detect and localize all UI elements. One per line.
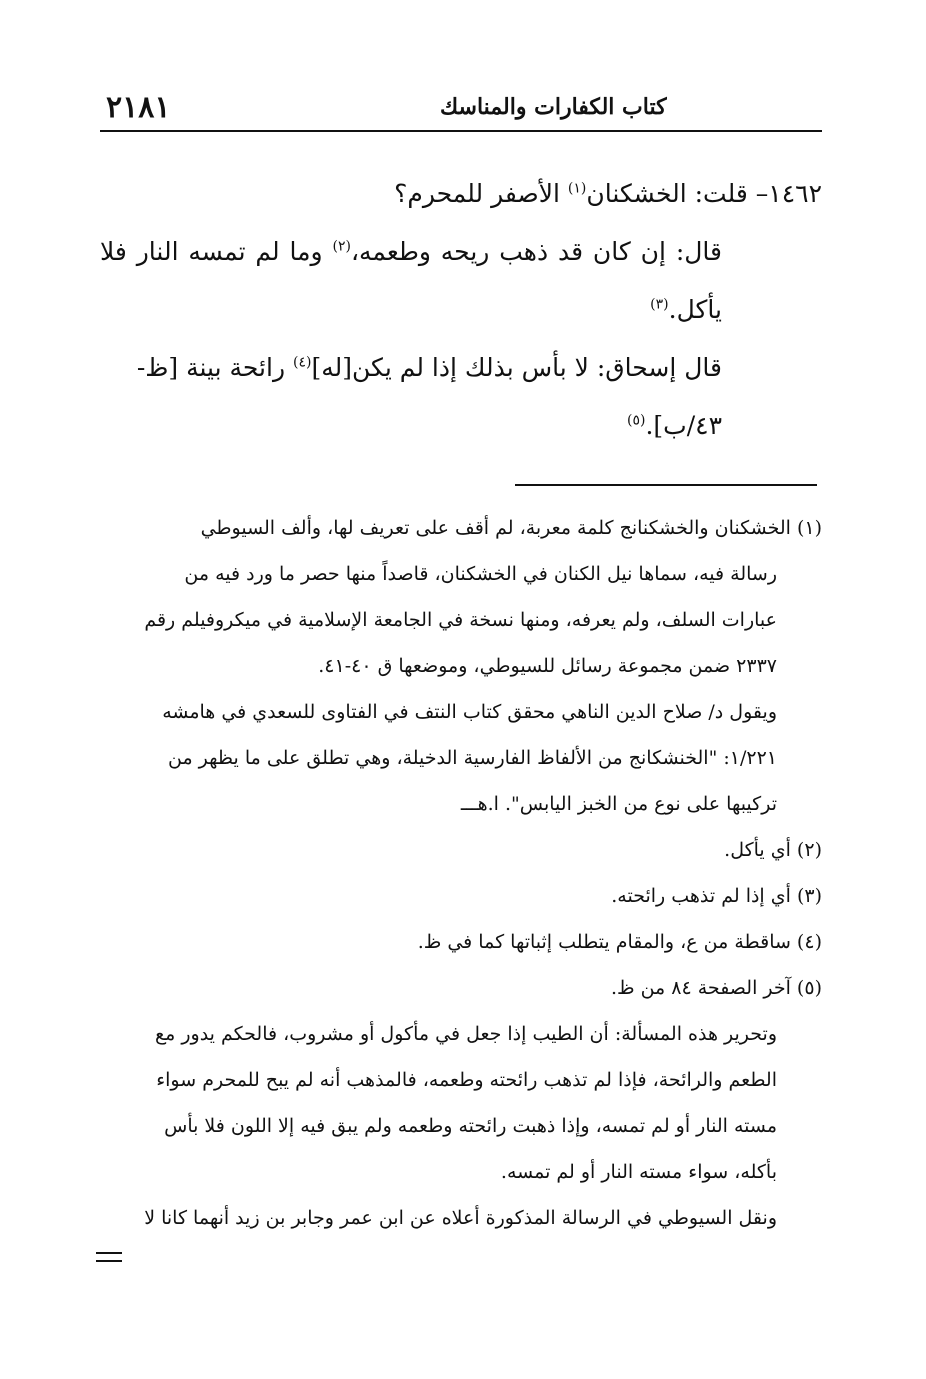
footnote-1-line: عبارات السلف، ولم يعرفه، ومنها نسخة في الجامعة الإسلامية في ميكروفيلم رقم [144, 609, 777, 631]
footnote-3: (٣) أي إذا لم تذهب رائحته. [611, 885, 822, 907]
commentary-line: الطعم والرائحة، فإذا لم تذهب رائحته وطعمه، فالمذهب أنه لم يبح للمحرم سواء [156, 1069, 777, 1091]
footnote-ref-5: (٥) [627, 412, 646, 429]
footnotes [100, 505, 822, 1241]
commentary-line: ونقل السيوطي في الرسالة المذكورة أعلاه عن ابن عمر وجابر بن زيد أنهما كانا لا [144, 1207, 777, 1229]
footnote-1-line: (١) الخشكنان والخشكنانج كلمة معربة، لم أقف على تعريف لها، وألف السيوطي [200, 517, 822, 539]
page-number: ٢١٨١ [106, 90, 171, 125]
question-number: ١٤٦٢ [768, 179, 822, 208]
answer-ishaq [100, 339, 822, 455]
commentary-line: مسته النار أو لم تمسه، وإذا ذهبت رائحته وطعمه ولم يبق فيه إلا اللون فلا بأس [164, 1115, 777, 1137]
footnote-separator [515, 484, 817, 486]
footnote-ref-3: (٣) [650, 296, 669, 313]
answer-ahmad [100, 223, 822, 339]
answer-text-cont: رائحة بينة [ظ- [136, 353, 293, 382]
page-header [100, 88, 822, 132]
question-text: – قلت: الخشكنان [586, 179, 769, 208]
footnote-ref-1: (١) [567, 180, 587, 197]
question-1462 [100, 165, 822, 223]
footnote-1-line: ١/٢٢١: "الخنشكانج من الألفاظ الفارسية الدخيلة، وهي تطلق على ما يظهر من [167, 747, 777, 769]
footnote-1-line: ويقول د/ صلاح الدين الناهي محقق كتاب النتف في الفتاوى للسعدي في هامشه [162, 701, 777, 723]
commentary-line: بأكله، سواء مسته النار أو لم تمسه. [500, 1161, 777, 1183]
running-title: كتاب الكفارات والمناسك [440, 94, 667, 120]
footnote-4: (٤) ساقطة من ع، والمقام يتطلب إثباتها كما في ظ. [417, 931, 822, 953]
footnote-2: (٢) أي يأكل. [724, 839, 822, 861]
main-text [100, 165, 822, 455]
question-text-end: الأصفر للمحرم؟ [394, 179, 568, 208]
answer-text-cont: وما لم تمسه النار فلا [100, 237, 333, 266]
footnote-ref-2: (٢) [332, 238, 351, 255]
footnote-5: (٥) آخر الصفحة ٨٤ من ظ. [610, 977, 822, 999]
continuation-mark [96, 1252, 122, 1262]
answer-text: قال: إن كان قد ذهب ريحه وطعمه، [350, 237, 722, 266]
footnote-ref-4: (٤) [292, 354, 312, 371]
footnote-1-line: ٢٣٣٧ ضمن مجموعة رسائل للسيوطي، وموضعها ق ٤٠-٤١. [318, 655, 777, 677]
commentary-line: وتحرير هذه المسألة: أن الطيب إذا جعل في مأكول أو مشروب، فالحكم يدور مع [155, 1023, 777, 1045]
footnote-1-line: رسالة فيه، سماها نيل الكنان في الخشكنان، قاصداً منها حصر ما ورد فيه من [184, 563, 777, 585]
answer-text-end: يأكل. [668, 295, 722, 324]
manuscript-page-marker: ٤٣/ب]. [645, 411, 722, 440]
answer-text: قال إسحاق: لا بأس بذلك إذا لم يكن[له] [311, 353, 722, 382]
footnote-1-line: تركيبها على نوع من الخبز اليابس". ا.هـــ [460, 793, 777, 815]
